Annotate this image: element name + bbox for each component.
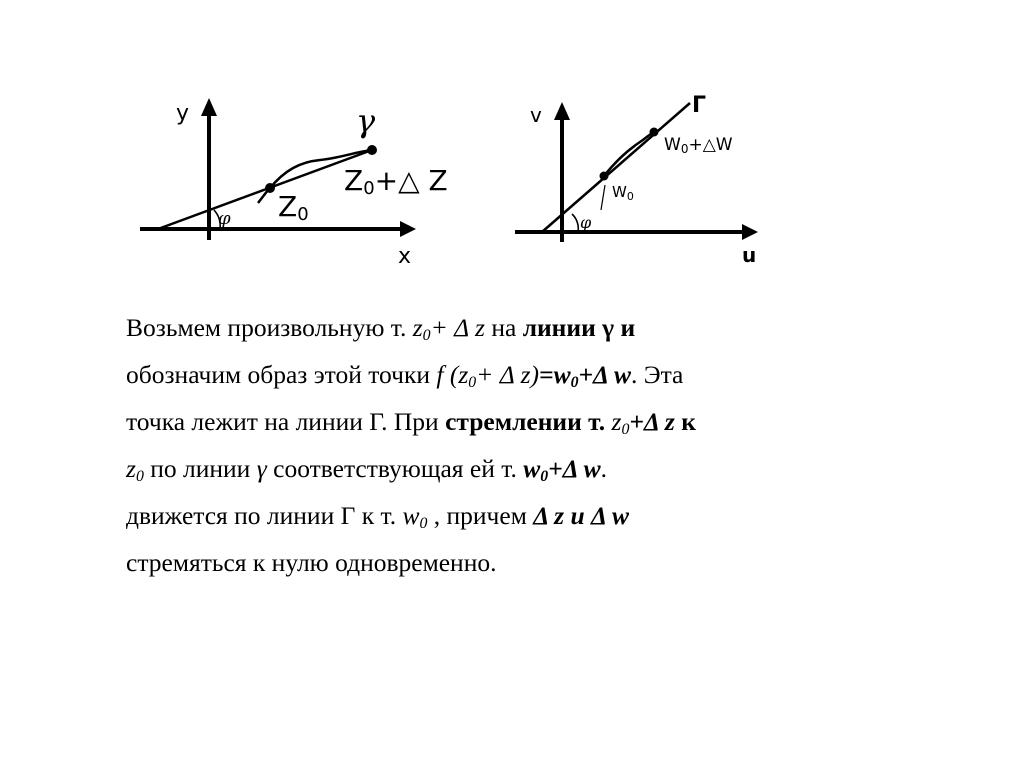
w0-tick — [601, 185, 605, 210]
x-axis-arrow-icon — [400, 221, 416, 237]
v-axis-arrow-icon — [554, 102, 570, 120]
curve-capital-gamma-label: Г — [692, 93, 707, 118]
point-z0-plus-dz-label: Z0+△ Z — [344, 164, 448, 199]
v-axis-label: v — [530, 103, 542, 127]
u-axis-arrow-icon — [742, 224, 758, 240]
point-z0-plus-dz — [367, 145, 377, 155]
x-axis-label: x — [398, 244, 412, 269]
curve-capital-gamma — [604, 132, 654, 176]
u-axis-label: u — [742, 243, 757, 267]
point-w0-label: $W_0$ — [612, 183, 634, 203]
w-plane-diagram — [515, 93, 758, 267]
point-z0 — [265, 183, 275, 193]
text-line-1: Возьмем произвольную т. $z_0+ \Delta$ z на линии γ и — [126, 313, 636, 344]
text-line-4: $z_0$ по линии γ соответствующая ей т. $w_0+\Delta$ w. — [126, 453, 608, 485]
y-axis-label: y — [176, 101, 190, 126]
secant-line — [158, 150, 372, 229]
secant-line-w — [542, 103, 690, 232]
angle-arc-w — [572, 214, 578, 232]
point-w0-plus-dw-label: W0+△W — [664, 135, 733, 156]
text-line-2: обозначим образ этой точки f ($z_0+ \Delta$ $z)=w_0+\Delta$ w. Эта — [126, 359, 684, 391]
point-z0-label: Z0 — [278, 190, 309, 225]
text-line-6: стремяться к нулю одновременно. — [126, 547, 497, 577]
conformal-mapping-figure — [0, 0, 1024, 300]
point-w0 — [600, 172, 609, 181]
curve-gamma-label: γ — [356, 102, 376, 140]
angle-label-w: φ — [580, 213, 592, 232]
explanation-paragraph — [126, 308, 886, 582]
text-line-3: точка лежит на линии Г. При стремлении т. $z_0+\Delta$ z к — [126, 406, 696, 438]
text-line-5: движется по линии Г к т. $w_0$ , причем Δ z u Δ w — [126, 500, 629, 532]
z-plane-diagram — [140, 98, 448, 269]
y-axis-arrow-icon — [201, 98, 217, 116]
angle-label: φ — [218, 208, 231, 229]
point-w0-plus-dw — [650, 128, 659, 137]
